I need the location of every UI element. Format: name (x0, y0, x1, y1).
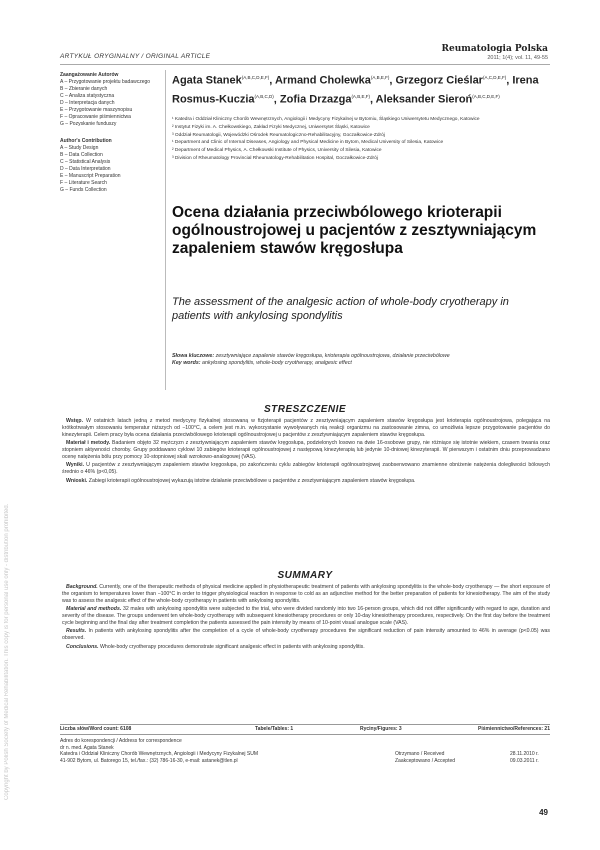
author-list: Agata Stanek$^{(A,B,C,D,E,F)}$, Armand Cholewka$^{(A,B,E,F)}$, Grzegorz Cieślar$^{(A,C,D,E,F)}$, Irena Rosmus-Kuczia$^{(A,B,C,D)}$, Zofia Drzazga$^{(A,B,E,F)}$, Aleksander Sieroń$^{(A,B,C,D,E,F)}$ (172, 74, 539, 106)
corr-line: Katedra i Oddział Kliniczny Chorób Wewnętrznych, Angiologii i Medycyny Fizykalnej SUM (60, 751, 259, 757)
author-name: Zofia Drzazga (279, 93, 352, 106)
contrib-en-title: Author's Contribution (60, 138, 112, 144)
abs-label: Wstęp. (66, 418, 84, 424)
journal-name: Reumatologia Polska (441, 44, 548, 54)
received-label: Otrzymano / Received (395, 751, 445, 757)
abs-text: 32 males with ankylosing spondylitis were subjected to the trial, who were divided randomly into two 16-person groups, which did not differ significantly with regard to age, duration and severity of the disease. The groups underwent ten whole-body cryotherapy with subsequent kinesiotherapy procedures or only 10-day kinesiotherapy procedures, respectively. On the first day before the treatment cycle beginning and the final day after treatment completion the patients assessed the pain intensity by means of 10-point visual analogue scale (VAS). (62, 606, 550, 627)
author-role: (A,B,C,D) (254, 93, 274, 99)
page-number: 49 (539, 808, 548, 817)
summary-heading: SUMMARY (277, 570, 333, 581)
corr-line: dr n. med. Agata Stanek (60, 744, 114, 751)
author-name: Armand Cholewka (274, 74, 371, 87)
contrib-pl-title: Zaangażowanie Autorów (60, 72, 119, 78)
affiliation: ² Department of Medical Physics, A. Chełkowski Institute of Physics, University of Silesia, Katowice (172, 148, 382, 154)
affiliation: ¹ Katedra i Oddział Kliniczny Chorób Wewnętrznych, Angiologii i Medycyny Fizykalnej w Bytomiu, Śląskiego Uniwersytetu Medycznego, Katowice (172, 117, 480, 122)
contrib-item: D – Data Interpretation (60, 166, 111, 172)
contrib-item: A – Przygotowanie projektu badawczego (60, 79, 151, 85)
abs-text: In patients with ankylosing spondylitis after the completion of a cycle of whole-body cryotherapy procedures the significant reduction of pain intensity amounted to 46% in average (p<0.05) was observed. (62, 628, 550, 642)
contrib-item: C – Analiza statystyczna (60, 93, 115, 99)
abs-text: Badaniem objęto 32 mężczyzn z zesztywniającym zapaleniem stawów kręgosłupa, podzielonych losowo na dwie 16-osobowe grupy, nie różniące się istotnie wiekiem, czasem trwania oraz stopniem aktywności choroby. Grupy poddawano cyklowi 10 zabiegów krioterapii ogólnoustrojowej z następową kinezyterapią lub jedynie 10-dniowej kinezyterapii. W pierwszym i ostatnim dniu przeprowadzano ocenę natężenia bólu przy pomocy 10-stopniowej skali wzrokowo-analogowej (VAS). (62, 440, 551, 461)
article-type-header: ARTYKUŁ ORYGINALNY / ORIGINAL ARTICLE (60, 53, 211, 60)
contrib-item: G – Funds Collection (60, 187, 107, 193)
accepted-date: 09.03.2011 r. (510, 758, 539, 764)
column-divider (165, 70, 166, 390)
abs-text: Zabiegi krioterapii ogólnoustrojowej wykazują istotne działanie przeciwbólowe u pacjentów z zesztywniającym zapaleniem stawów kręgosłupa. (88, 477, 416, 484)
author-role: (A,B,E,F) (370, 75, 390, 80)
title-polish: Ocena działania przeciwbólowego krioterapii ogólnoustrojowej u pacjentów z zesztywniającym zapaleniem stawów kręgosłupa (172, 204, 537, 257)
streszczenie-heading: STRESZCZENIE (263, 404, 347, 415)
keywords-pl-label: Słowa kluczowe: (172, 353, 215, 359)
author-role: (A,C,D,E,F) (482, 75, 507, 80)
affiliation: ³ Oddział Reumatologii, Wojewódzki Ośrodek Reumatologiczno-Rehabilitacyjny, Goczałkowice-Zdrój (172, 132, 385, 138)
author-name: Irena Rosmus-Kuczia (172, 74, 539, 106)
keywords-pl: zesztywniające zapalenie stawów kręgosłupa, krioterapia ogólnoustrojowa, działanie przeciwbólowe (215, 353, 450, 359)
streszczenie-body (62, 418, 550, 486)
abs-text: U pacjentów z zesztywniającym zapaleniem stawów kręgosłupa, po zakończeniu cyklu zabiegów krioterapii ogólnoustrojowej zaobserwowano znamienne obniżenie natężenia dolegliwości bólowych średnio o 46% (p<0,05). (62, 462, 550, 476)
contrib-item: F – Literature Search (60, 180, 107, 186)
author-name: Grzegorz Cieślar (395, 74, 483, 87)
contrib-item: E – Przygotowanie maszynopisu (60, 107, 133, 113)
contrib-item: D – Interpretacja danych (60, 100, 115, 106)
contrib-item: C – Statistical Analysis (60, 159, 111, 165)
abs-text: W ostatnich latach jedną z metod medycyny fizykalnej stosowaną w fizjoterapii pacjentów z zesztywniającym zapaleniem stawów kręgosłupa jest krioterapia ogólnoustrojowa, polegająca na krótkotrwałym stosowaniu temperatur niższych od −100°C, a celem jest m.in. wykorzystanie wywoływanych nią reakcji organizmu na zastosowanie zimna, co umożliwia lepsze przygotowanie pacjentów do kinezyterapii. Celem pracy była ocena działania przeciwbólowego krioterapii ogólnoustrojowej u pacjentów z zesztywniającym zapaleniem stawów kręgosłupa. (62, 418, 550, 438)
summary-body (62, 584, 550, 652)
accepted-label: Zaakceptowano / Accepted (395, 758, 456, 764)
abs-label: Wnioski. (66, 477, 88, 484)
received-date: 28.11.2010 r. (510, 751, 539, 757)
word-count: Liczba słów/Word count: 6108 (60, 726, 132, 732)
abs-label: Conclusions. (66, 643, 99, 650)
contrib-item: G – Pozyskanie funduszy (60, 121, 117, 127)
affiliation: ¹ Department and Clinic of Internal Diseases, Angiology and Physical Medicine in Bytom, Medical University of Silesia, Katowice (172, 140, 444, 146)
abs-label: Materiał i metody. (66, 440, 111, 447)
header-divider (60, 64, 550, 65)
keywords-en: ankylosing spondylitis, whole-body cryotherapy, analgesic effect (202, 360, 352, 366)
author-role: (A,B,E,F) (351, 93, 370, 99)
author-role: (A,B,C,D,E,F) (472, 93, 500, 99)
correspondence-block (60, 738, 550, 764)
contrib-item: A – Study Design (60, 145, 99, 151)
affiliations (172, 117, 547, 164)
figure-count: Ryciny/Figures: 3 (360, 726, 402, 732)
author-name: Agata Stanek (172, 74, 242, 87)
abs-text: Currently, one of the therapeutic methods of physical medicine applied in physiotherapeutic treatment of patients with ankylosing spondylitis is the whole-body cryotherapy — the short exposure of the organism to temperatures lower than −100°C in order to trigger physiological reaction in response to cold as an adjunctive method for the better preparation of patients for kinesiotherapy. The aim of the study was to assess the analgesic effect of the whole-body cryotherapy in patients with ankylosing spondylitis. (62, 584, 550, 604)
contrib-item: E – Manuscript Preparation (60, 173, 121, 179)
affiliation: ² Instytut Fizyki im. A. Chełkowskiego, Zakład Fizyki Medycznej, Uniwersytet Śląski, Katowice (172, 124, 370, 130)
table-count: Tabele/Tables: 1 (255, 726, 294, 732)
article-stats-bar (60, 724, 550, 735)
author-contribution-sidebar (60, 70, 160, 194)
abs-text: Whole-body cryotherapy procedures demonstrate significant analgesic effect in patients with ankylosing spondylitis. (100, 643, 365, 650)
contrib-item: B – Data Collection (60, 152, 103, 158)
keywords-en-label: Key words: (172, 360, 201, 366)
abs-label: Results. (66, 628, 87, 635)
author-name: Aleksander Sieroń (375, 93, 473, 106)
affiliation: ³ Division of Rheumatology Provincial Rheumatology-Rehabilitation Hospital, Goczałkowice-Zdrój (172, 155, 378, 161)
contrib-item: F – Opracowanie piśmiennictwa (60, 114, 131, 120)
abs-label: Wyniki. (66, 462, 85, 469)
abs-label: Material and methods. (66, 606, 122, 613)
reference-count: Piśmiennictwo/References: 21 (478, 726, 550, 732)
keywords (172, 353, 547, 367)
corr-line: Adres do korespondencji / Address for correspondence (60, 738, 182, 744)
abs-label: Background. (66, 584, 98, 590)
corr-line: 41-902 Bytom, ul. Batorego 15, tel./fax.: (32) 786-16-30, e-mail: astanek@tlen.pl (60, 757, 238, 764)
title-english: The assessment of the analgesic action of whole-body cryotherapy in patients with ankylosing spondylitis (172, 296, 509, 322)
contrib-item: B – Zbieranie danych (60, 86, 108, 92)
journal-volume: 2011; 1(4); vol. 11, 49-55 (487, 55, 548, 61)
author-role: (A,B,C,D,E,F) (241, 75, 270, 80)
copyright-watermark: Copyright by Polish Society of Medical Rehabilitation. This copy is for personal use only - distribution prohibited. (4, 503, 10, 800)
